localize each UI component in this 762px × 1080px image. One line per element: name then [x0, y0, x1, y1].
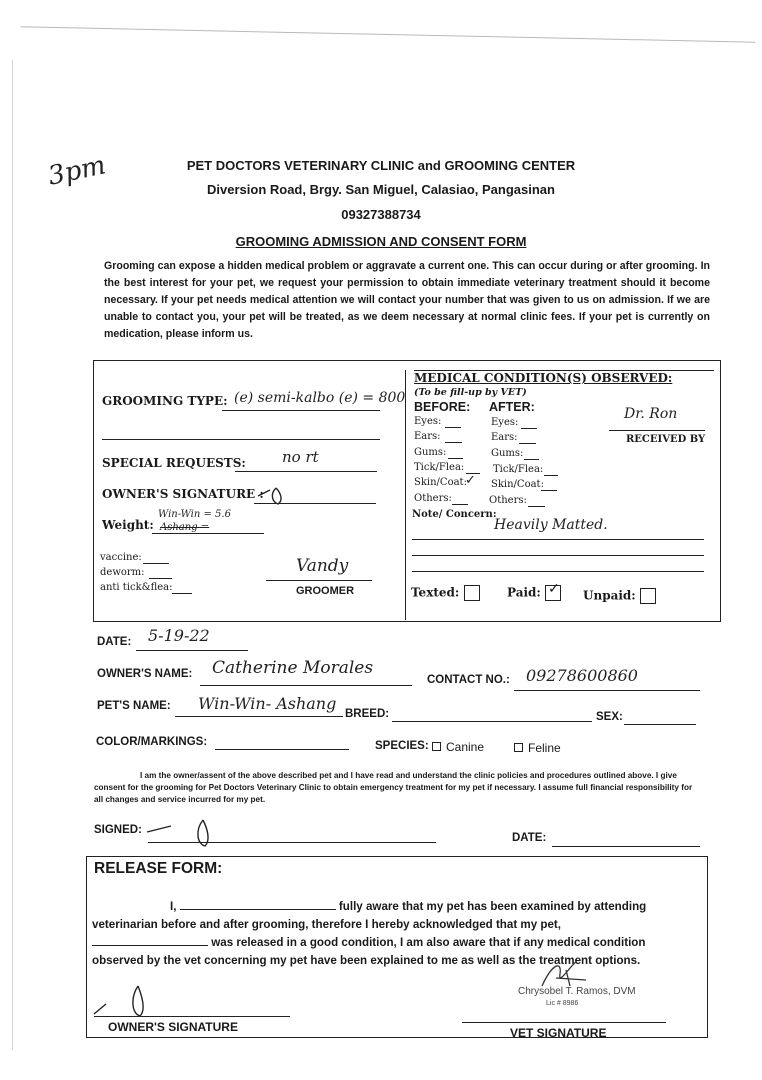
unpaid-checkbox[interactable] — [640, 588, 656, 604]
texted-label: Texted: — [411, 585, 480, 601]
release-pet-name-blank[interactable] — [92, 935, 208, 946]
groomer-name: Vandy — [296, 556, 349, 576]
blank — [544, 475, 558, 476]
note-label: Note/ Concern: — [412, 509, 497, 520]
after-label: AFTER: — [489, 400, 535, 414]
release-line-1: I, fully aware that my pet has been examined by attending — [170, 900, 647, 913]
form-title: GROOMING ADMISSION AND CONSENT FORM — [235, 234, 527, 249]
pet-name-line — [175, 716, 343, 717]
owner-sig-line — [94, 1016, 290, 1017]
after-ears: Ears: — [491, 432, 518, 443]
before-others: Others: — [414, 493, 452, 504]
sex-line — [624, 724, 696, 725]
signed-date-label: DATE: — [512, 832, 547, 844]
owner-name-line — [200, 685, 412, 686]
signed-line — [148, 842, 436, 843]
grooming-type-value: (e) semi-kalbo (e) = 800 — [234, 390, 406, 406]
note-line-3 — [412, 571, 704, 572]
vet-stamp-name: Chrysobel T. Ramos, DVM — [518, 986, 636, 997]
weight-line — [152, 533, 264, 534]
owner-signature-mark — [256, 484, 296, 508]
blank — [452, 504, 468, 505]
before-skincoat: Skin/Coat: — [414, 477, 467, 488]
blank — [519, 443, 536, 444]
contact-value: 09278600860 — [526, 666, 638, 685]
signed-signature — [145, 816, 225, 852]
groomer-line — [266, 580, 372, 581]
note-value: Heavily Matted. — [494, 517, 608, 533]
release-vet-sig-label: VET SIGNATURE — [510, 1026, 607, 1040]
back-page-edge — [20, 26, 755, 72]
blank — [524, 459, 539, 460]
breed-label: BREED: — [345, 708, 390, 720]
release-owner-sig-label: OWNER'S SIGNATURE — [108, 1020, 238, 1034]
time-note: 3pm — [45, 150, 109, 192]
after-skincoat: Skin/Coat: — [491, 479, 544, 490]
grooming-type-line-2 — [102, 439, 380, 440]
received-by-line — [609, 430, 705, 431]
received-by-name: Dr. Ron — [624, 406, 678, 422]
feline-label: Feline — [528, 741, 561, 755]
release-line-4: observed by the vet concerning my pet have been explained to me as well as the treatment options. — [92, 954, 641, 967]
deworm-label: deworm: — [100, 567, 145, 578]
consent-text: I am the owner/assent of the above described pet and I have read and understand the clinic policies and procedures outlined above. I give consent for the grooming for Pet Doctors Veterinary Clinic to obtain emergency treatment for my pet if necessary. I assume full financial responsibility for all changes and service incurred for my pet. — [94, 771, 693, 804]
release-owner-name-blank[interactable] — [180, 899, 336, 910]
received-by-label: RECEIVED BY — [626, 434, 706, 445]
release-owner-signature — [92, 980, 152, 1020]
species-label: SPECIES: — [375, 740, 429, 752]
pet-name-label: PET'S NAME: — [97, 700, 171, 712]
signed-label: SIGNED: — [94, 824, 142, 836]
color-label: COLOR/MARKINGS: — [96, 736, 208, 748]
blank — [521, 428, 537, 429]
blank — [541, 490, 557, 491]
antitick-line — [172, 593, 192, 594]
release-title: RELEASE FORM: — [94, 860, 223, 877]
color-line — [215, 749, 349, 750]
clinic-name: PET DOCTORS VETERINARY CLINIC and GROOMING CENTER — [186, 158, 576, 173]
unpaid-label: Unpaid: — [583, 588, 656, 604]
owner-signature-label: OWNER'S SIGNATURE : — [102, 487, 264, 501]
clinic-address: Diversion Road, Brgy. San Miguel, Calasiao, Pangasinan — [207, 182, 555, 197]
vet-sig-line — [462, 1022, 666, 1023]
canine-label: Canine — [446, 740, 485, 754]
grooming-type-line — [222, 410, 380, 411]
after-tickflea: Tick/Flea: — [493, 464, 544, 475]
note-line-2 — [412, 555, 704, 556]
paid-label: Paid: ✓ — [507, 581, 560, 600]
after-eyes: Eyes: — [491, 417, 519, 428]
medical-title: MEDICAL CONDITION(S) OBSERVED: — [414, 371, 673, 385]
breed-line — [392, 721, 592, 722]
medical-subtitle: (To be fill-up by VET) — [414, 387, 527, 398]
weight-value-2: Ashang = — [160, 522, 210, 533]
vet-stamp-lic: Lic # 8986 — [546, 1000, 579, 1007]
date-value: 5-19-22 — [148, 626, 210, 645]
paid-checkbox[interactable] — [545, 581, 561, 601]
species-canine[interactable] — [432, 740, 484, 754]
blank — [445, 442, 462, 443]
note-line-1 — [412, 539, 704, 540]
weight-label: Weight: — [102, 518, 154, 532]
box-divider — [405, 370, 406, 620]
after-gums: Gums: — [491, 448, 524, 459]
release-line-3: was released in a good condition, I am also aware that if any medical condition — [92, 934, 690, 952]
intro-paragraph: Grooming can expose a hidden medical problem or aggravate a current one. This can occur during or after grooming. In the best interest for your pet, we request your permission to obtain immediate veterinary treatment should it become necessary. If your pet needs medical attention we will contact your number that was given to us on admission. If we are unable to contact you, your pet will be treated, as we deem necessary at normal clinic fees. If your pet is currently on medication, please inform us. — [104, 260, 710, 340]
date-line — [136, 650, 248, 651]
release-line-2: veterinarian before and after grooming, therefore I hereby acknowledged that my pet, — [92, 918, 562, 931]
paid-check-mark: ✓ — [548, 581, 560, 597]
before-gums: Gums: — [414, 447, 447, 458]
pet-name-value: Win-Win- Ashang — [198, 694, 337, 713]
special-requests-value: no rt — [282, 448, 319, 466]
special-requests-label: SPECIAL REQUESTS: — [102, 456, 246, 470]
after-others: Others: — [489, 495, 527, 506]
owner-name-value: Catherine Morales — [212, 658, 374, 678]
date-label: DATE: — [97, 636, 132, 648]
species-feline[interactable] — [514, 741, 561, 755]
before-tickflea: Tick/Flea: — [414, 462, 465, 473]
vaccine-line — [143, 563, 169, 564]
contact-label: CONTACT NO.: — [427, 674, 510, 686]
blank — [448, 458, 463, 459]
special-requests-line — [235, 471, 377, 472]
sex-label: SEX: — [596, 711, 623, 723]
clinic-phone: 09327388734 — [341, 207, 421, 222]
before-label: BEFORE: — [414, 400, 471, 414]
groomer-label: GROOMER — [296, 585, 355, 597]
contact-line — [514, 690, 700, 691]
grooming-type-label: GROOMING TYPE: — [102, 394, 228, 408]
before-ears: Ears: — [414, 431, 441, 442]
skin-before-check: ✓ — [465, 472, 476, 487]
vaccine-label: vaccine: — [100, 552, 142, 563]
antitick-label: anti tick&flea: — [100, 582, 173, 593]
weight-value-1: Win-Win = 5.6 — [158, 509, 231, 520]
owner-name-label: OWNER'S NAME: — [97, 668, 193, 680]
blank — [528, 506, 545, 507]
blank — [445, 427, 461, 428]
texted-checkbox[interactable] — [464, 585, 480, 601]
deworm-line — [149, 578, 172, 579]
before-eyes: Eyes: — [414, 416, 442, 427]
signed-date-line — [552, 846, 700, 847]
blank — [466, 473, 480, 474]
